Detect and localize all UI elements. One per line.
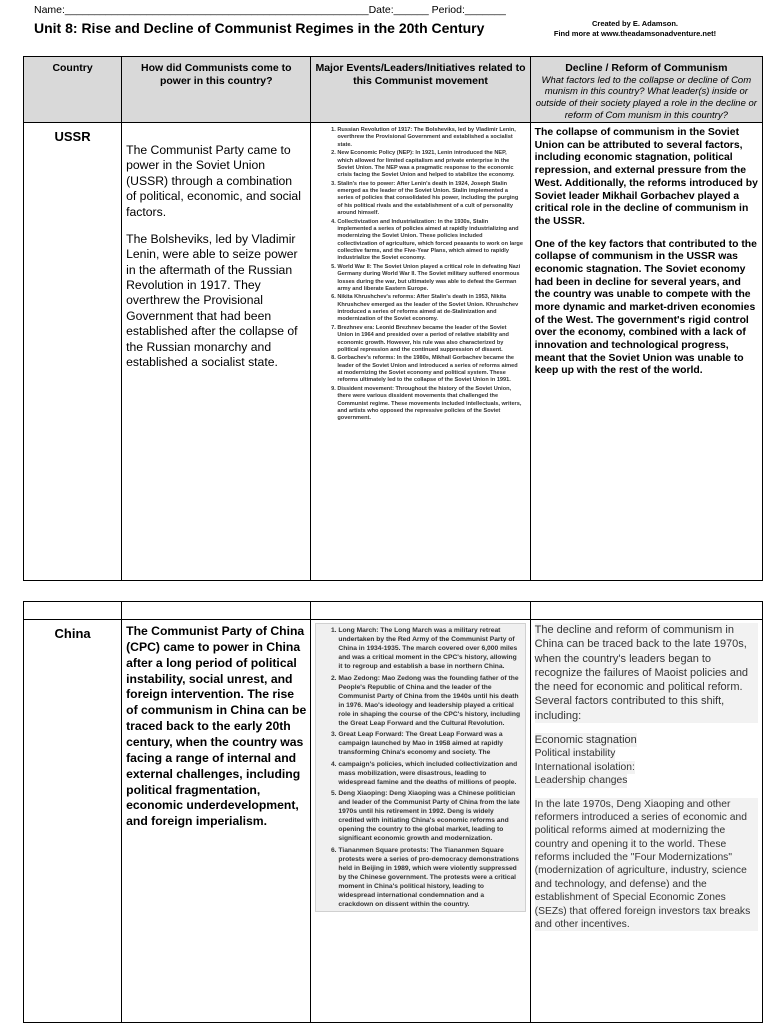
china-events-cell (311, 620, 530, 1023)
ussr-table (23, 56, 763, 581)
country-name: USSR (54, 129, 91, 145)
header-decline (530, 57, 762, 123)
list-item: 4. campaign's policies, which included collectivization and mass mobilization, were disastrous, leading to widespread famine and the deaths of millions of people. (338, 760, 520, 787)
factor-item: Political instability (534, 748, 616, 760)
list-item: 7. Brezhnev era: Leonid Brezhnev became the leader of the Soviet Union in 1964 and presided over a period of relative stability and economic growth. However, his rule was also characterized by political repression and the continued suppression of dissent. (337, 325, 523, 355)
list-item: 3. Great Leap Forward: The Great Leap Forward was a campaign launched by Mao in 1958 aimed at rapidly transforming China's economy and society. The (338, 730, 520, 757)
list-item: 1. Long March: The Long March was a military retreat undertaken by the Red Army of the Communist Party of China in 1934-1935. The march covered over 6,000 miles and was a critical moment in the CPC's history, allowing it to regroup and establish a base in northern China. (338, 626, 520, 672)
china-decline-cell (530, 620, 762, 1023)
empty-cell (122, 602, 311, 620)
factor-item: International isolation: (534, 761, 635, 773)
list-item: 2. Mao Zedong: Mao Zedong was the founding father of the People's Republic of China and the leader of the Communist Party of China from the 1940s until his death in 1976. Mao's ideology and leadership played a critical role in shaping the course of the CPC's history, including the Great Leap Forward and the Cultural Revolution. (338, 674, 520, 729)
empty-cell (24, 602, 122, 620)
list-item: 5. Deng Xiaoping: Deng Xiaoping was a Chinese politician and leader of the Communist Party of China from the late 1970s until his retirement in 1992. Deng is widely credited with initiating China's economic reforms and opening the country to the global market, leading to significant economic growth and modernization. (338, 789, 520, 844)
ussr-how-paragraph: The Bolsheviks, led by Vladimir Lenin, were able to seize power in the aftermath of the Russian Revolution in 1917. They overthrew the Provisional Government that had been established after the collapse of the Russian monarchy and established a socialist state. (126, 231, 298, 369)
list-item: 1. Russian Revolution of 1917: The Bolsheviks, led by Vladimir Lenin, overthrew the Provisional Government and established a socialist state. (337, 127, 523, 149)
china-events-list (316, 624, 524, 909)
empty-cell (530, 602, 762, 620)
ussr-how-cell (122, 123, 311, 581)
country-name: China (54, 626, 91, 641)
header-decline-title: Decline / Reform of Communism (565, 62, 728, 74)
list-item: 8. Gorbachev's reforms: In the 1980s, Mikhail Gorbachev became the leader of the Soviet Union and introduced a series of reforms aimed at modernizing the Soviet economy and political system. These reforms ultimately led to the collapse of the Soviet Union in 1991. (337, 355, 523, 385)
ussr-country-cell (24, 123, 122, 581)
china-decline-intro: The decline and reform of communism in China can be traced back to the late 1970s, when the country's leaders began to recognize the failures of Maoist policies and the need for economic and political reform. Several factors contributed to this shift, including: (535, 623, 758, 723)
factor-item: Leadership changes (534, 775, 628, 787)
header-row (24, 57, 763, 123)
china-how-cell (122, 620, 311, 1023)
list-item: 4. Collectivization and Industrialization: In the 1930s, Stalin implemented a series of policies aimed at rapidly industrializing and modernizing the Soviet Union. These policies included collectivization of agriculture, which forced peasants to work on large collective farms, and the Five-Year Plans, which aimed to rapidly industrialize the Soviet economy. (337, 219, 523, 263)
credit-website: Find more at www.theadamsonadventure.net! (553, 29, 717, 39)
list-item: 9. Dissident movement: Throughout the history of the Soviet Union, there were various dissident movements that challenged the Communist regime. These movements included intellectuals, writers, and artists who opposed the repressive policies of the Soviet government. (337, 386, 523, 423)
china-country-cell (24, 620, 122, 1023)
china-decline-reforms: In the late 1970s, Deng Xiaoping and other reformers introduced a series of economic and political reforms aimed at modernizing the country and opening it to the world. These reforms included the "Four Modernizations" (modernization of agriculture, industry, science and technology, and defense) and the establishment of Special Economic Zones (SEZs) that offered foreign investors tax breaks and other incentives. (535, 798, 758, 932)
china-how-paragraph: The Communist Party of China (CPC) came to power in China after a long period of political instability, social unrest, and foreign intervention. The rise of communism in China can be traced back to the early 20th century, when the country was facing a range of internal and external challenges, including political fragmentation, economic underdevelopment, and foreign imperialism. (126, 624, 307, 829)
ussr-decline-paragraph: One of the key factors that contributed to the collapse of communism in the USSR was economic stagnation. The Soviet economy had been in decline for several years, and the country was unable to compete with the more dynamic and market-driven economies of the West. The government's rigid control over the economy, combined with a lack of innovation and technological progress, meant that the Soviet Union was unable to keep up with the rest of the world. (534, 238, 757, 377)
header-decline-question: What factors led to the collapse or decline of Com munism in this country? What leader(s) inside or outside of their society played a role in the decline or reform of Com munism in this country? (535, 74, 757, 122)
empty-cell (311, 602, 530, 620)
ussr-row (24, 123, 763, 581)
header-how: How did Communists come to power in this country? (122, 57, 311, 123)
list-item: 6. Tiananmen Square protests: The Tiananmen Square protests were a series of pro-democracy demonstrations held in Beijing in 1989, which were violently suppressed by the Chinese government. The protests were a critical moment in China's political history, leading to widespread international condemnation and a crackdown on dissent within the country. (338, 846, 520, 910)
ussr-decline-paragraph: The collapse of communism in the Soviet Union can be attributed to several factors, including economic stagnation, political repression, and external pressure from the West. Additionally, the reforms introduced by Soviet leader Mikhail Gorbachev played a critical role in the decline of communism in the USSR. (534, 127, 758, 227)
ussr-decline-cell (530, 123, 762, 581)
name-date-period-line: Name:____________________________________________________Date:______ Period:_______ (34, 4, 506, 16)
ussr-how-paragraph: The Communist Party came to power in the Soviet Union (USSR) through a combination of political, economic, and social factors. (126, 143, 301, 219)
list-item: 6. Nikita Khrushchev's reforms: After Stalin's death in 1953, Nikita Khrushchev emerged as the leader of the Soviet Union. Khrushchev introduced a series of reforms aimed at de-Stalinization and modernization of the Soviet economy. (337, 294, 523, 324)
ussr-events-list (311, 123, 529, 423)
header-events: Major Events/Leaders/Initiatives related to this Communist movement (311, 57, 530, 123)
empty-header-row (24, 602, 763, 620)
credit-block (545, 19, 768, 39)
china-row (24, 620, 763, 1023)
page-title: Unit 8: Rise and Decline of Communist Regimes in the 20th Century (34, 20, 485, 36)
list-item: 2. New Economic Policy (NEP): In 1921, Lenin introduced the NEP, which allowed for limited capitalism and private enterprise in the Soviet Union. The NEP was a pragmatic response to the economic crisis facing the Soviet Union and helped to stabilize the economy. (337, 150, 523, 180)
list-item: 5. World War II: The Soviet Union played a critical role in defeating Nazi Germany during World War II. The Soviet military suffered enormous losses during the war, but ultimately was able to defeat the German army and liberate Eastern Europe. (337, 264, 523, 294)
credit-author: Created by E. Adamson. (592, 19, 678, 28)
header-country: Country (24, 57, 122, 123)
ussr-events-cell (311, 123, 530, 581)
china-table (23, 601, 763, 1023)
list-item: 3. Stalin's rise to power: After Lenin's death in 1924, Joseph Stalin emerged as the leader of the Soviet Union. Stalin implemented a series of policies that consolidated his power, including the purging of his political rivals and the establishment of a cult of personality around himself. (337, 181, 523, 218)
factor-item: Economic stagnation (534, 734, 637, 747)
